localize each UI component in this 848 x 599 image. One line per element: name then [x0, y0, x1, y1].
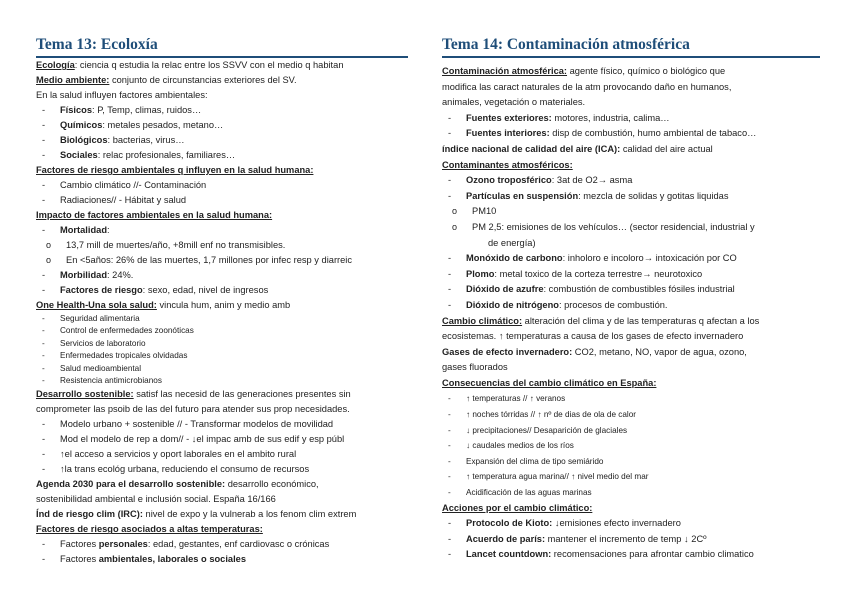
term-text: Biológicos	[60, 135, 108, 145]
body-text: Control de enfermedades zoonóticas	[60, 326, 194, 336]
term-text: índice nacional de calidad del aire (ICA):	[442, 143, 621, 154]
term-text: Morbilidad	[60, 270, 107, 280]
body-text: gases fluorados	[442, 362, 508, 373]
term-text: Desarrollo sostenible:	[36, 389, 134, 400]
bullet-item	[442, 189, 820, 205]
body-text: mantener el incremento de temp ↓ 2Cº	[545, 533, 707, 544]
term-text: Partículas en suspensión	[466, 190, 579, 201]
bullet-item	[36, 552, 408, 567]
bullet-item	[36, 193, 408, 208]
body-text: Radiaciones// - Hábitat y salud	[60, 195, 187, 205]
term-text: One Health-Una sola salud:	[36, 300, 157, 310]
bullet-item	[442, 282, 820, 298]
text-line	[36, 492, 408, 507]
section-title: Tema 14: Contaminación atmosférica	[442, 34, 820, 58]
term-text: Contaminantes atmosféricos:	[442, 159, 573, 170]
body-text: Modelo urbano + sostenible // - Transformar modelos de movilidad	[60, 419, 334, 430]
text-line	[442, 329, 820, 345]
term-text: Contaminación atmosférica:	[442, 66, 568, 76]
term-text: Factores de riesgo ambientales q influyen en la salud humana:	[36, 165, 314, 175]
body-text: sostenibilidad ambiental e inclusión social. España 16/166	[36, 494, 276, 505]
bullet-item	[442, 532, 820, 548]
term-text: Lancet countdown:	[466, 549, 552, 560]
bullet-item	[442, 126, 820, 142]
term-text: personales	[98, 539, 148, 550]
bullet-item	[36, 462, 408, 477]
body-text: conjunto de circunstancias exteriores del SV.	[109, 75, 297, 85]
bullet-item	[442, 173, 820, 189]
bullet-item	[36, 447, 408, 462]
text-line	[442, 376, 820, 392]
bullet-item	[36, 375, 408, 387]
body-text: Factores	[60, 539, 99, 550]
bullet-item	[442, 267, 820, 283]
section-title: Tema 13: Ecoloxía	[36, 34, 408, 58]
body-text: : procesos de combustión.	[558, 299, 668, 310]
bullet-item	[36, 268, 408, 283]
body-text: Servicios de laboratorio	[60, 338, 146, 348]
body-text: animales, vegetación o materiales.	[442, 97, 586, 108]
bullet-item	[36, 283, 408, 298]
text-line	[36, 163, 408, 178]
body-text: ↓emisiones efecto invernadero	[552, 518, 681, 529]
body-text: CO2, metano, NO, vapor de agua, ozono,	[572, 346, 747, 357]
body-text: ↑ noches tórridas // ↑ nº de dias de ola de calor	[466, 410, 637, 420]
text-line	[36, 507, 408, 522]
bullet-item	[36, 350, 408, 362]
body-text: Salud medioambiental	[60, 363, 142, 373]
notes-body	[442, 64, 820, 563]
term-text: Físicos	[60, 105, 93, 115]
text-line	[36, 58, 408, 73]
body-text: ↑ temperatura agua marina// ↑ nivel medio del mar	[466, 472, 649, 482]
term-text: Acuerdo de parís:	[466, 533, 546, 544]
bullet-item	[442, 298, 820, 314]
text-line	[36, 298, 408, 313]
term-text: Índ de riesgo clim (IRC):	[36, 509, 143, 520]
body-text: : mezcla de solidas y gotitas liquidas	[578, 190, 729, 201]
body-text: satisf las necesid de las generaciones presentes sin	[133, 389, 351, 400]
text-line	[442, 345, 820, 361]
body-text: desarrollo económico,	[225, 479, 319, 490]
sub-bullet-item	[36, 238, 408, 253]
text-line	[442, 236, 820, 252]
text-line	[36, 522, 408, 537]
bullet-item	[36, 133, 408, 148]
sub-bullet-item	[36, 253, 408, 268]
bullet-item	[442, 469, 820, 485]
text-line	[36, 387, 408, 402]
bullet-item	[36, 313, 408, 325]
body-text: ↑la trans ecológ urbana, reduciendo el consumo de recursos	[60, 464, 310, 475]
bullet-item	[36, 537, 408, 552]
bullet-item	[442, 438, 820, 454]
body-text: motores, industria, calima…	[551, 112, 670, 123]
bullet-item	[36, 432, 408, 447]
bullet-item	[36, 325, 408, 337]
body-text: disp de combustión, humo ambiental de tabaco…	[549, 128, 757, 139]
bullet-item	[442, 547, 820, 563]
body-text: Cambio climático //- Contaminación	[60, 180, 207, 190]
text-line	[442, 142, 820, 158]
body-text: : metal toxico de la corteza terrestre→ neurotoxico	[494, 268, 703, 279]
bullet-item	[36, 338, 408, 350]
bullet-item	[442, 516, 820, 532]
body-text: : 3at de O2→ asma	[551, 175, 633, 186]
body-text: En la salud influyen factores ambientales:	[36, 90, 208, 100]
bullet-item	[36, 118, 408, 133]
body-text: Mod el modelo de rep a dom// - ↓el impac amb de sus edif y esp públ	[60, 434, 345, 445]
term-text: Fuentes exteriores:	[466, 112, 552, 123]
bullet-item	[442, 454, 820, 470]
body-text: : bacterias, virus…	[107, 135, 185, 145]
body-text: : 24%.	[107, 270, 134, 280]
text-line	[36, 208, 408, 223]
body-text: : metales pesados, metano…	[102, 120, 224, 130]
body-text: : ciencia q estudia la relac entre los SSVV con el medio q habitan	[74, 60, 344, 70]
bullet-item	[442, 251, 820, 267]
text-line	[442, 64, 820, 80]
body-text: Expansión del clima de tipo semiárido	[466, 456, 604, 466]
term-text: Dióxido de azufre	[466, 284, 544, 295]
bullet-item	[36, 363, 408, 375]
text-line	[442, 95, 820, 111]
body-text: comprometer las psoib de las del futuro para atender sus prop necesidades.	[36, 404, 350, 415]
term-text: Acciones por el cambio climático:	[442, 502, 593, 513]
bullet-item	[442, 391, 820, 407]
bullet-item	[36, 178, 408, 193]
text-line	[36, 477, 408, 492]
term-text: Protocolo de Kioto:	[466, 518, 553, 529]
body-text: Seguridad alimentaria	[60, 314, 140, 323]
body-text: : sexo, edad, nivel de ingresos	[142, 285, 269, 295]
bullet-item	[36, 223, 408, 238]
term-text: Gases de efecto invernadero:	[442, 346, 573, 357]
bullet-item	[442, 423, 820, 439]
text-line	[442, 501, 820, 517]
term-text: Dióxido de nitrógeno	[466, 299, 559, 310]
body-text: vincula hum, anim y medio amb	[156, 300, 291, 310]
term-text: Impacto de factores ambientales en la salud humana:	[36, 210, 273, 220]
body-text: Resistencia antimicrobianos	[60, 376, 162, 386]
bullet-item	[36, 103, 408, 118]
body-text: ↑ temperaturas // ↑ veranos	[466, 394, 566, 404]
body-text: PM 2,5: emisiones de los vehículos… (sector residencial, industrial y	[472, 221, 755, 232]
sub-bullet-item	[442, 220, 820, 236]
term-text: Sociales	[60, 150, 98, 160]
bullet-item	[36, 148, 408, 163]
term-text: Medio ambiente:	[36, 75, 110, 85]
body-text: : edad, gestantes, enf cardiovasc o crónicas	[147, 539, 330, 550]
notes-body	[36, 58, 408, 567]
text-line	[442, 158, 820, 174]
term-text: Químicos	[60, 120, 103, 130]
bullet-item	[442, 485, 820, 501]
body-text: 13,7 mill de muertes/año, +8mill enf no transmisibles.	[66, 240, 286, 250]
term-text: ambientales, laborales o sociales	[98, 554, 247, 565]
term-text: Factores de riesgo asociados a altas temperaturas:	[36, 524, 263, 535]
term-text: Plomo	[466, 268, 495, 279]
sub-bullet-item	[442, 204, 820, 220]
text-line	[442, 360, 820, 376]
text-line	[36, 88, 408, 103]
column-tema-13	[36, 34, 408, 567]
body-text: recomensaciones para afrontar cambio climatico	[551, 549, 754, 560]
term-text: Fuentes interiores:	[466, 128, 550, 139]
body-text: calidad del aire actual	[620, 143, 713, 154]
text-line	[36, 73, 408, 88]
term-text: Agenda 2030 para el desarrollo sostenible:	[36, 479, 226, 490]
term-text: Monóxido de carbono	[466, 253, 563, 264]
text-line	[442, 80, 820, 96]
bullet-item	[442, 407, 820, 423]
term-text: Cambio climático:	[442, 315, 523, 326]
text-line	[36, 402, 408, 417]
body-text: alteración del clima y de las temperaturas q afectan a los	[522, 315, 760, 326]
body-text: : combustión de combustibles fósiles industrial	[543, 284, 735, 295]
body-text: :	[107, 225, 110, 235]
body-text: ↓ precipitaciones// Desaparición de glaciales	[466, 425, 628, 435]
body-text: nivel de expo y la vulnerab a los fenom clim extrem	[142, 509, 357, 520]
body-text: ↑el acceso a servicios y oport laborales en el ambito rural	[60, 449, 297, 460]
body-text: agente físico, químico o biológico que	[567, 66, 726, 76]
column-tema-14	[442, 34, 820, 563]
text-line	[442, 314, 820, 330]
body-text: Acidificación de las aguas marinas	[466, 488, 592, 498]
body-text: : P, Temp, climas, ruidos…	[92, 105, 202, 115]
body-text: ↓ caudales medios de los ríos	[466, 441, 574, 451]
term-text: Consecuencias del cambio climático en España:	[442, 377, 657, 388]
body-text: : inholoro e incoloro→ intoxicación por CO	[562, 253, 737, 264]
bullet-item	[36, 417, 408, 432]
body-text: modifica las caract naturales de la atm provocando daño en humanos,	[442, 81, 732, 92]
body-text: : relac profesionales, familiares…	[97, 150, 236, 160]
body-text: En <5años: 26% de las muertes, 1,7 millones por infec resp y diarreic	[66, 255, 353, 265]
body-text: Factores	[60, 554, 99, 565]
term-text: Factores de riesgo	[60, 285, 143, 295]
term-text: Ecología	[36, 60, 75, 70]
bullet-item	[442, 111, 820, 127]
body-text: ecosistemas. ↑ temperaturas a causa de los gases de efecto invernadero	[442, 331, 744, 342]
body-text: Enfermedades tropicales olvidadas	[60, 351, 188, 361]
body-text: de energía)	[488, 237, 536, 248]
term-text: Ozono troposférico	[466, 175, 552, 186]
body-text: PM10	[472, 206, 497, 217]
term-text: Mortalidad	[60, 225, 108, 235]
